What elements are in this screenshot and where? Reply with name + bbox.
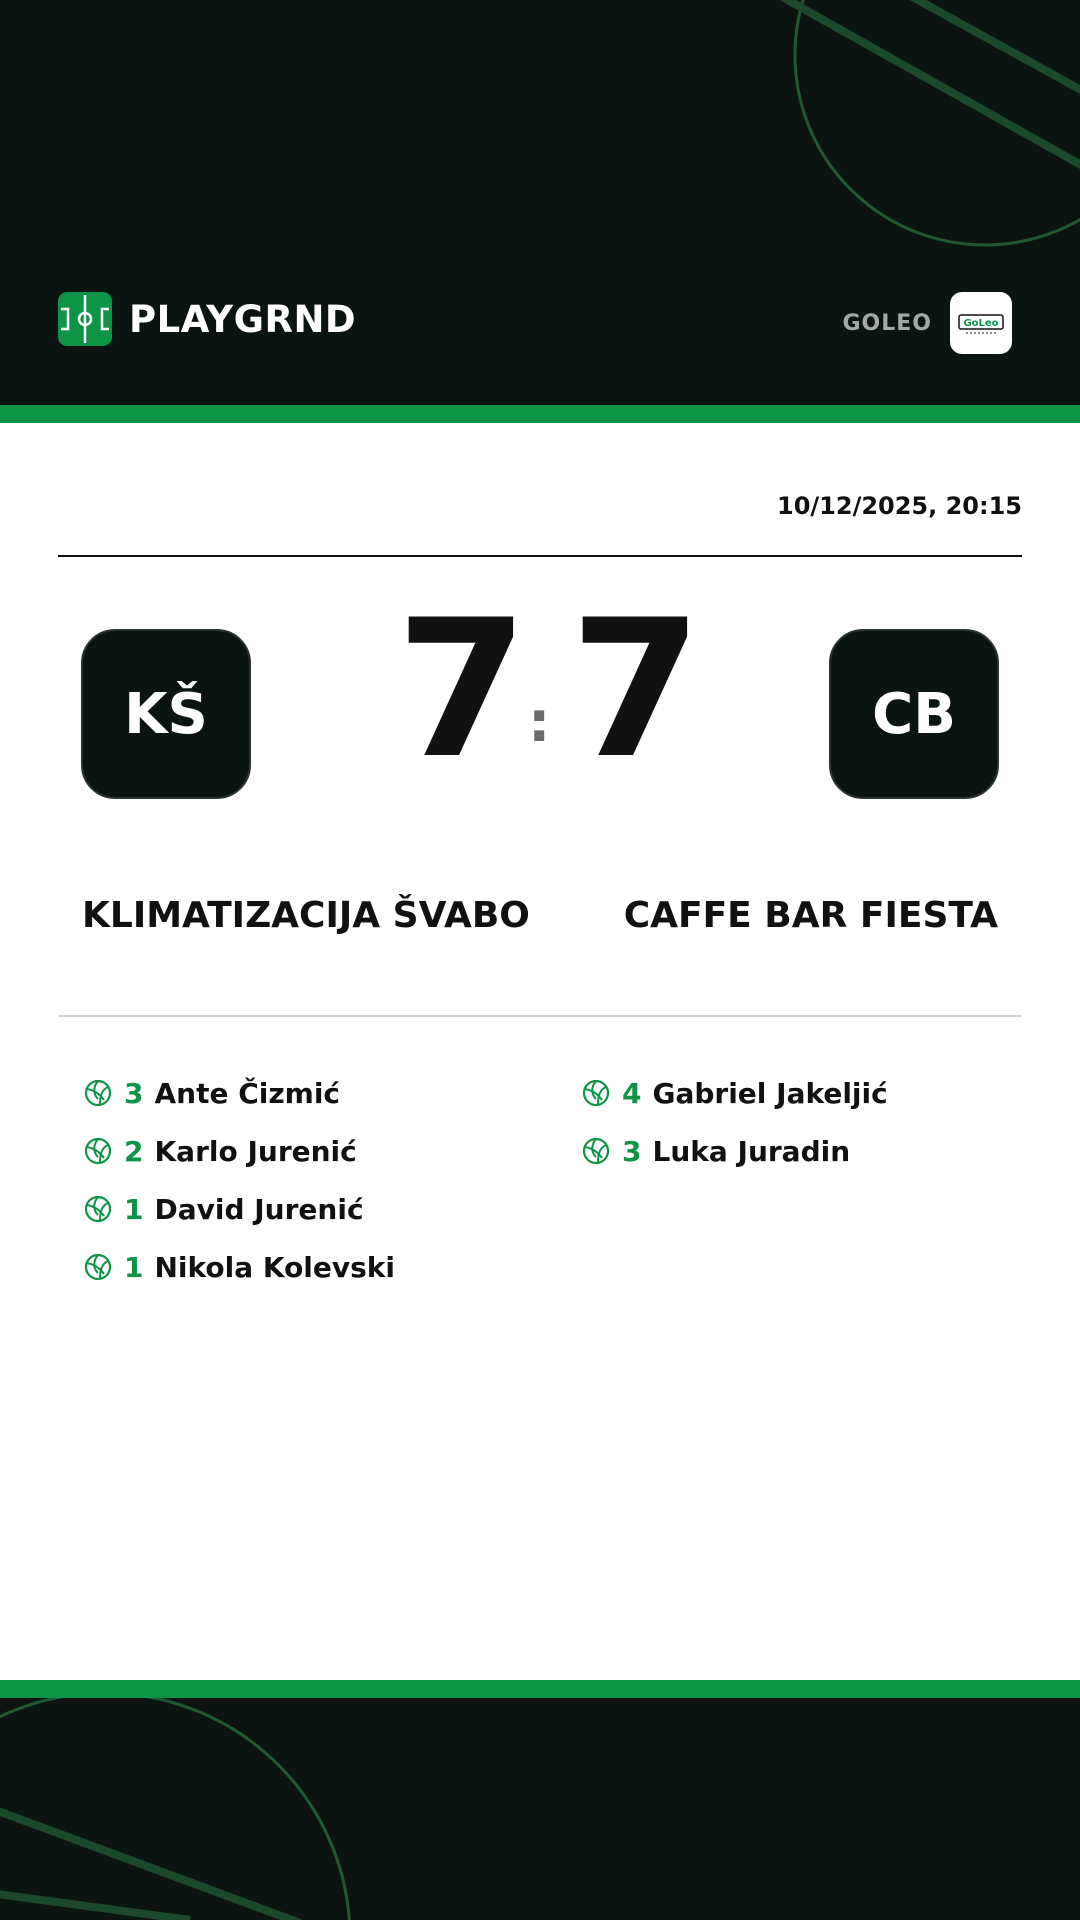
scorer-row (84, 1180, 395, 1238)
home-team-badge: KŠ (81, 629, 251, 799)
scorer-goals: 3 (124, 1076, 144, 1110)
scorer-name: Gabriel Jakeljić (652, 1076, 888, 1110)
scorer-goals: 1 (124, 1192, 144, 1226)
scorer-goals: 3 (622, 1134, 642, 1168)
scorer-name: Karlo Jurenić (154, 1134, 357, 1168)
footer (0, 1698, 1080, 1920)
brand (58, 292, 356, 346)
accent-bar-top (0, 405, 1080, 423)
football-icon (84, 1137, 112, 1165)
scorer-name: Luka Juradin (652, 1134, 851, 1168)
scorer-row (84, 1064, 395, 1122)
away-scorers-list (582, 1064, 888, 1180)
divider (58, 555, 1022, 557)
home-team-name: KLIMATIZACIJA ŠVABO (82, 895, 530, 936)
partner-logo-text: GoLeo (963, 318, 999, 329)
home-scorers-list (84, 1064, 395, 1296)
home-score: 7 (396, 579, 529, 800)
divider (58, 1015, 1022, 1017)
football-icon (582, 1137, 610, 1165)
away-team-name: CAFFE BAR FIESTA (623, 895, 998, 936)
football-icon (84, 1253, 112, 1281)
away-team-badge: CB (829, 629, 999, 799)
brand-name: PLAYGRND (129, 297, 357, 341)
football-icon (84, 1195, 112, 1223)
scorer-goals: 1 (124, 1250, 144, 1284)
away-score: 7 (570, 579, 703, 800)
partner-name: GOLEO (842, 310, 932, 336)
match-datetime: 10/12/2025, 20:15 (777, 492, 1022, 520)
scorer-name: Nikola Kolevski (154, 1250, 396, 1284)
pitch-icon (58, 292, 112, 346)
goleo-logo (950, 292, 1012, 354)
score-separator: : (528, 690, 551, 755)
partner (842, 292, 1012, 354)
scorer-name: Ante Čizmić (154, 1076, 341, 1110)
football-icon (84, 1079, 112, 1107)
scorer-row (84, 1238, 395, 1296)
scorer-goals: 4 (622, 1076, 642, 1110)
scorer-row (582, 1064, 888, 1122)
header (0, 0, 1080, 405)
scorer-name: David Jurenić (154, 1192, 364, 1226)
scorer-row (582, 1122, 888, 1180)
pitch-lines-decoration (0, 1698, 1080, 1920)
accent-bar-bottom (0, 1680, 1080, 1698)
scorer-goals: 2 (124, 1134, 144, 1168)
scorer-row (84, 1122, 395, 1180)
football-icon (582, 1079, 610, 1107)
